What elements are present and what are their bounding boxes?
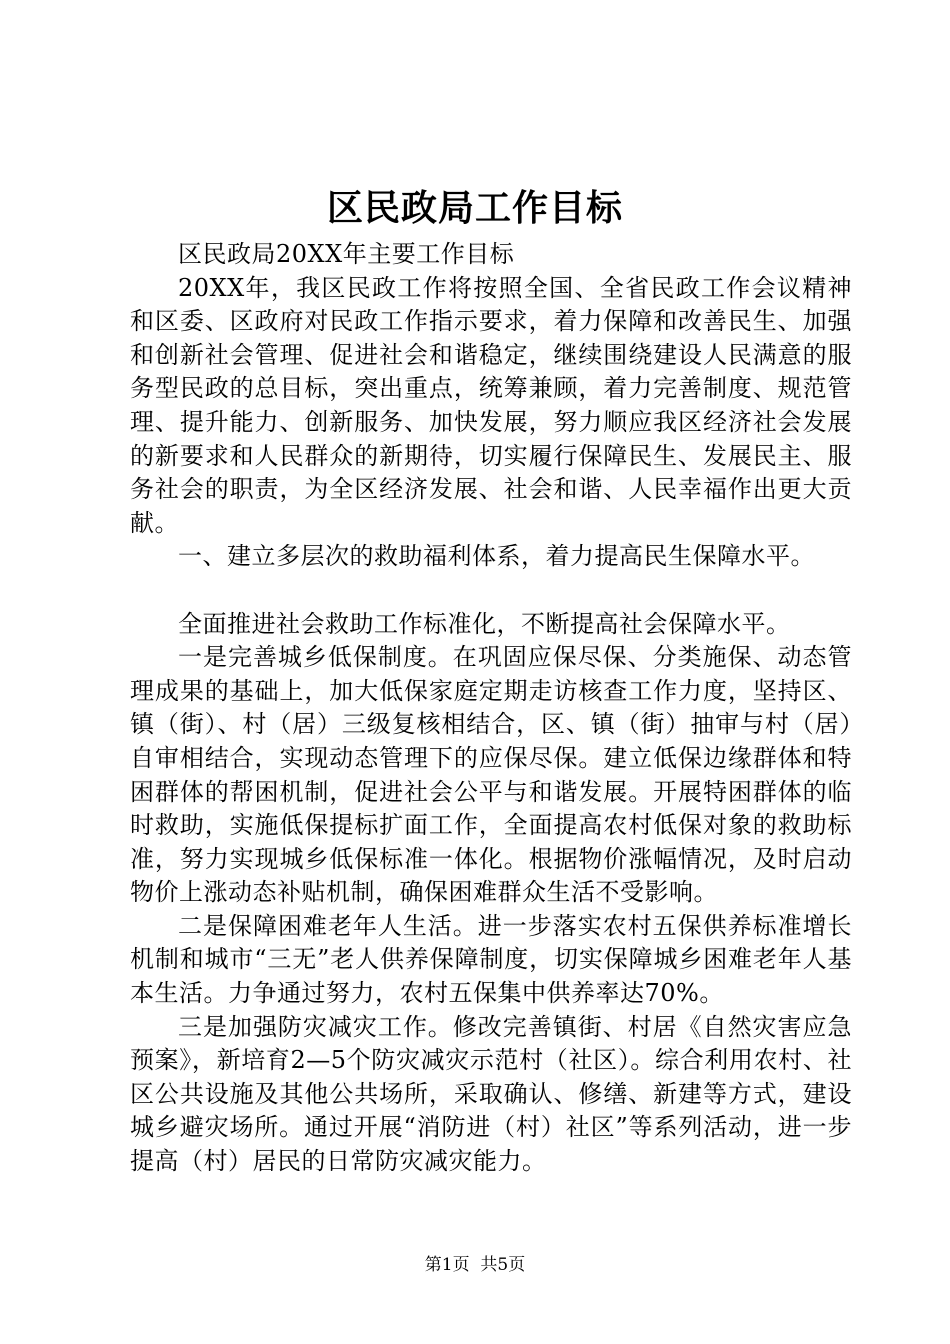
section-heading-1: 一、建立多层次的救助福利体系，着力提高民生保障水平。 xyxy=(178,542,815,571)
item-2-paragraph: 二是保障困难老年人生活。进一步落实农村五保供养标准增长机制和城市“三无”老人供养保障制度，切实保障城乡困难老年人基本生活。力争通过努力，农村五保集中供养率达70%。 xyxy=(130,911,852,1008)
item-3-paragraph: 三是加强防灾减灾工作。修改完善镇街、村居《自然灾害应急预案》，新培育2—5个防灾减灾示范村（社区）。综合利用农村、社区公共设施及其他公共场所，采取确认、修缮、新建等方式，建设城乡避灾场所。通过开展“消防进（村）社区”等系列活动，进一步提高（村）居民的日常防灾减灾能力。 xyxy=(130,1012,852,1176)
intro-paragraph: 20XX年，我区民政工作将按照全国、全省民政工作会议精神和区委、区政府对民政工作指示要求，着力保障和改善民生、加强和创新社会管理、促进社会和谐稳定，继续围绕建设人民满意的服务型民政的总目标，突出重点，统筹兼顾，着力完善制度、规范管理、提升能力、创新服务、加快发展，努力顺应我区经济社会发展的新要求和人民群众的新期待，切实履行保障民生、发展民主、服务社会的职责，为全区经济发展、社会和谐、人民幸福作出更大贡献。 xyxy=(130,273,852,537)
page-footer xyxy=(0,1253,950,1277)
subtitle-paragraph: 区民政局20XX年主要工作目标 xyxy=(178,240,515,268)
section-lead-paragraph: 全面推进社会救助工作标准化，不断提高社会保障水平。 xyxy=(178,609,791,638)
document-body xyxy=(130,238,852,1179)
page-total: 共5页 xyxy=(480,1255,526,1275)
item-1-paragraph: 一是完善城乡低保制度。在巩固应保尽保、分类施保、动态管理成果的基础上，加大低保家庭定期走访核查工作力度，坚持区、镇（街）、村（居）三级复核相结合，区、镇（街）抽审与村（居）自审相结合，实现动态管理下的应保尽保。建立低保边缘群体和特困群体的帮困机制，促进社会公平与和谐发展。开展特困群体的临时救助，实施低保提标扩面工作，全面提高农村低保对象的救助标准，努力实现城乡低保标准一体化。根据物价涨幅情况，及时启动物价上涨动态补贴机制，确保困难群众生活不受影响。 xyxy=(130,643,852,907)
page-number: 第1页 xyxy=(424,1255,470,1275)
document-title: 区民政局工作目标 xyxy=(326,187,623,229)
